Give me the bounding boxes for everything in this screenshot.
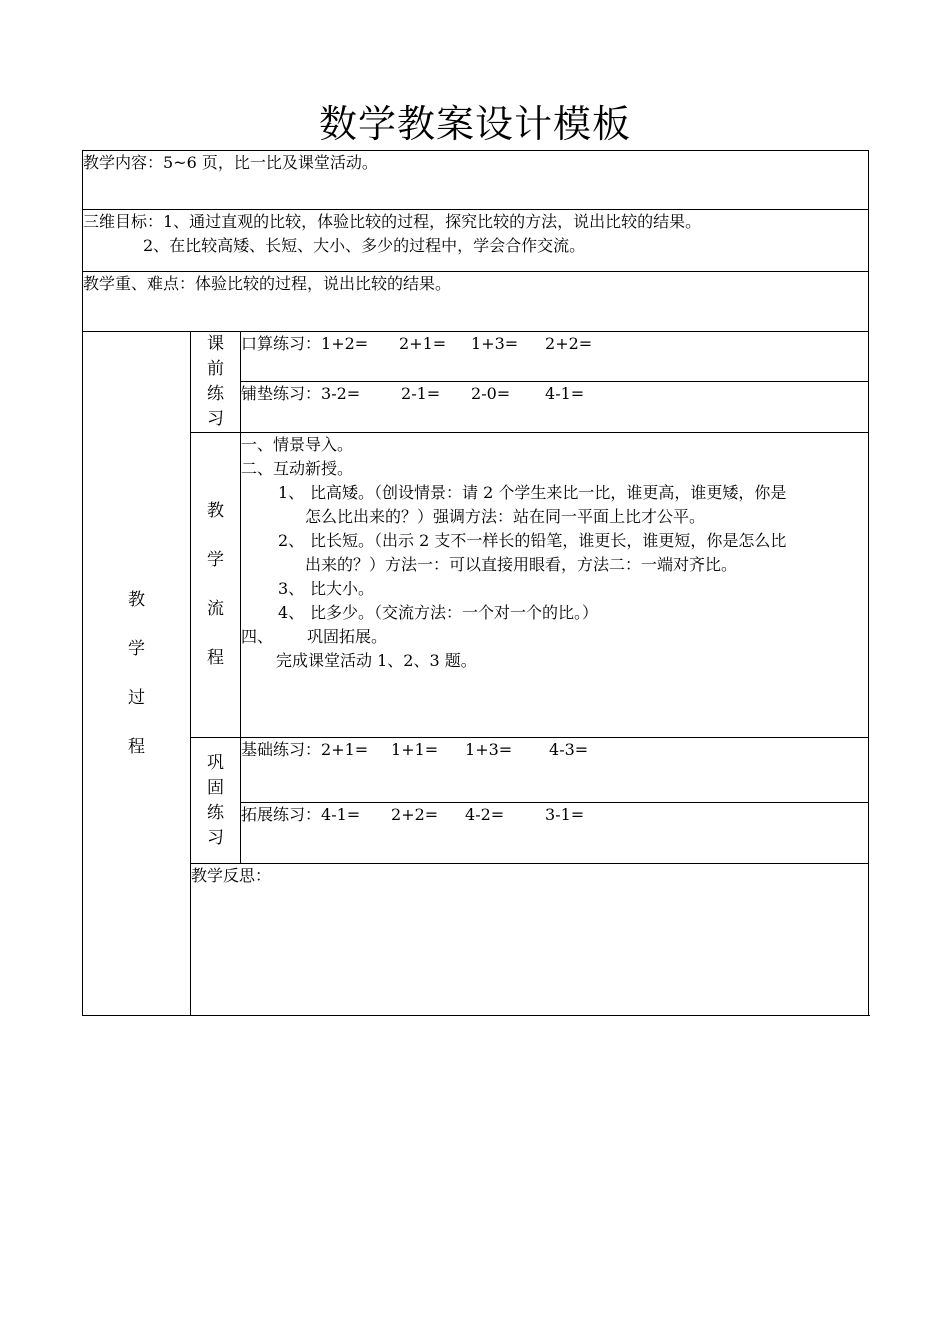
bedding-practice-cell: 铺垫练习：3-2= 2-1= 2-0= 4-1=: [241, 382, 869, 433]
flow-sub-4: 4、 比多少。（交流方法：一个对一个的比。）: [278, 603, 599, 622]
flow-sub-1: 1、 比高矮。（创设情景：请 2 个学生来比一比，谁更高，谁更矮，你是: [278, 483, 787, 502]
goals-row: [83, 210, 869, 272]
extend-practice-cell: 拓展练习：4-1= 2+2= 4-2= 3-1=: [241, 803, 869, 864]
flow-sub-1-cont: 怎么比出来的？）强调方法：站在同一平面上比才公平。: [305, 507, 706, 526]
goals-line-1: 三维目标：1、通过直观的比较，体验比较的过程，探究比较的方法，说出比较的结果。: [83, 212, 702, 231]
goals-cell: [83, 210, 869, 272]
basic-practice-row: [83, 738, 869, 803]
flow-step-1: 一、情景导入。: [241, 435, 354, 454]
flow-sub-2: 2、 比长短。（出示 2 支不一样长的铅笔，谁更长，谁更短，你是怎么比: [278, 531, 787, 550]
flow-sub-3: 3、 比大小。: [278, 579, 375, 598]
pre-practice-label: 课 前 练 习: [191, 332, 241, 433]
key-points-cell: 教学重、难点：体验比较的过程，说出比较的结果。: [83, 272, 869, 332]
content-row: [83, 151, 869, 210]
key-points-row: [83, 272, 869, 332]
content-cell: 教学内容：5~6 页，比一比及课堂活动。: [83, 151, 869, 210]
oral-practice-cell: 口算练习：1+2= 2+1= 1+3= 2+2=: [241, 332, 869, 382]
flow-sub-2-cont: 出来的？）方法一：可以直接用眼看，方法二：一端对齐比。: [305, 555, 738, 574]
lesson-plan-table: [82, 150, 869, 1016]
consolidate-label: 巩 固 练 习: [191, 738, 241, 864]
flow-cell: [241, 433, 869, 738]
basic-practice-cell: 基础练习：2+1= 1+1= 1+3= 4-3=: [241, 738, 869, 803]
flow-step-4: 四、 巩固拓展。: [241, 627, 388, 646]
flow-row: [83, 433, 869, 738]
page-title: 数学教案设计模板: [318, 102, 631, 146]
flow-step-4-detail: 完成课堂活动 1、2、3 题。: [276, 651, 477, 670]
process-label: 教 学 过 程: [83, 332, 191, 1016]
reflection-row: [83, 864, 869, 1016]
oral-practice-row: [83, 332, 869, 382]
reflection-cell: 教学反思：: [191, 864, 869, 1016]
goals-line-2: 2、在比较高矮、长短、大小、多少的过程中，学会合作交流。: [143, 236, 586, 255]
flow-step-2: 二、互动新授。: [241, 459, 354, 478]
flow-label: 教 学 流 程: [191, 433, 241, 738]
